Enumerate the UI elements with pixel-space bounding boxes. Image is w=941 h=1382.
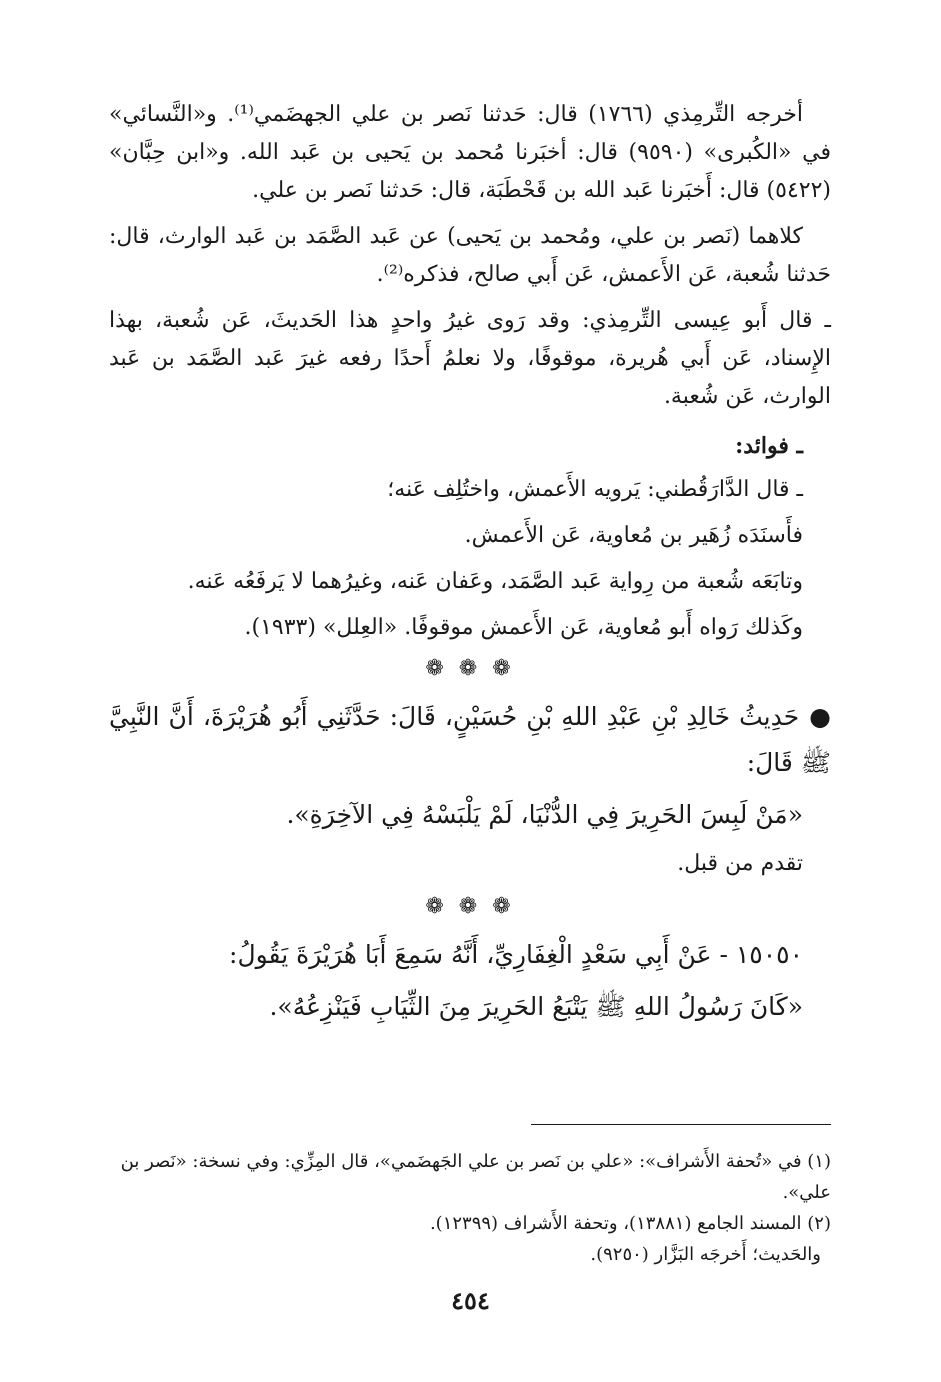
footnotes — [109, 1146, 831, 1270]
page-number: ٤٥٤ — [451, 1286, 490, 1315]
paragraph-chain: كلاهما (نَصر بن علي، ومُحمد بن يَحيى) عن عَبد الصَّمَد بن عَبد الوارث، قال: حَدثنا شُعبة، عَن الأَعمش، عَن أَبي صالح، فذكره⁽²⁾. — [109, 224, 831, 287]
section-separator-1: ❁ ❁ ❁ — [425, 656, 515, 681]
paragraph-takhrij: أخرجه التِّرمِذي (١٧٦٦) قال: حَدثنا نَصر بن علي الجهضَمي⁽¹⁾. و«النَّسائي» في «الكُبرى» (٩٥٩٠) قال: أخبَرنا مُحمد بن يَحيى بن عَبد الله. و«ابن حِبَّان» (٥٤٢٢) قال: أَخبَرنا عَبد الله بن قَحْطَبَة، قال: حَدثنا نَصر بن علي. — [109, 102, 832, 203]
hadith-note: تقدم من قبل. — [677, 851, 803, 876]
hadith-matn-2: «كَانَ رَسُولُ اللهِ ﷺ يَتْبَعُ الحَرِيرَ مِنَ الثِّيَابِ فَيَنْزِعُهُ». — [269, 992, 803, 1021]
footnote-2-continuation: والحَديث؛ أَخرجَه البَزَّار (٩٢٥٠). — [590, 1244, 821, 1265]
section-separator-2: ❁ ❁ ❁ — [425, 894, 515, 919]
fawaid-line-4: وكَذلك رَواه أَبو مُعاوية، عَن الأَعمش موقوفًا. «العِلل» (١٩٣٣). — [244, 615, 803, 640]
hadith-isnad-2: ١٥٠٥٠ - عَنْ أَبِي سَعْدٍ الْغِفَارِيِّ، أَنَّهُ سَمِعَ أَبَا هُرَيْرَةَ يَقُولُ: — [229, 940, 803, 969]
fawaid-line-2: فأَسنَدَه زُهَير بن مُعاوية، عَن الأَعمش. — [464, 523, 803, 548]
footnote-divider — [531, 1124, 831, 1125]
hadith-isnad-1-text: حَدِيثُ خَالِدِ بْنِ عَبْدِ اللهِ بْنِ حُسَيْنٍ، قَالَ: حَدَّثَنِي أَبُو هُرَيْرَةَ، أَنَّ النَّبِيَّ ﷺ قَالَ: — [109, 702, 831, 777]
fawaid-line-1: ـ قال الدَّارَقُطني: يَرويه الأَعمش، واختُلِف عَنه؛ — [387, 477, 803, 502]
paragraph-tirmidhi-comment: ـ قال أَبو عِيسى التِّرمِذي: وقد رَوى غيرُ واحدٍ هذا الحَديثَ، عَن شُعبة، بهذا الإِسناد، عَن أَبي هُريرة، موقوفًا، ولا نعلمُ أَحدًا رفعه غيرَ عَبد الصَّمَد بن عَبد الوارث، عَن شُعبة. — [109, 308, 831, 409]
fawaid-line-3: وتابَعَه شُعبة من رِواية عَبد الصَّمَد، وعَفان عَنه، وغيرُهما لا يَرفَعُه عَنه. — [187, 569, 803, 594]
page-body — [109, 96, 831, 1036]
bullet-icon: ● — [809, 702, 831, 731]
hadith-isnad-1 — [109, 694, 831, 786]
footnote-1: (١) في «تُحفة الأَشراف»: «علي بن نَصر بن علي الجَهضَمي»، قال المِزِّي: وفي نسخة: «نَصر بن علي». — [120, 1151, 831, 1203]
footnote-2: (٢) المسند الجامع (١٣٨٨١)، وتحفة الأَشراف (١٢٣٩٩). — [429, 1213, 831, 1234]
hadith-matn-1: «مَنْ لَبِسَ الحَرِيرَ فِي الدُّنْيَا، لَمْ يَلْبَسْهُ فِي الآخِرَةِ». — [286, 800, 803, 829]
fawaid-heading: ـ فوائد: — [735, 433, 803, 459]
